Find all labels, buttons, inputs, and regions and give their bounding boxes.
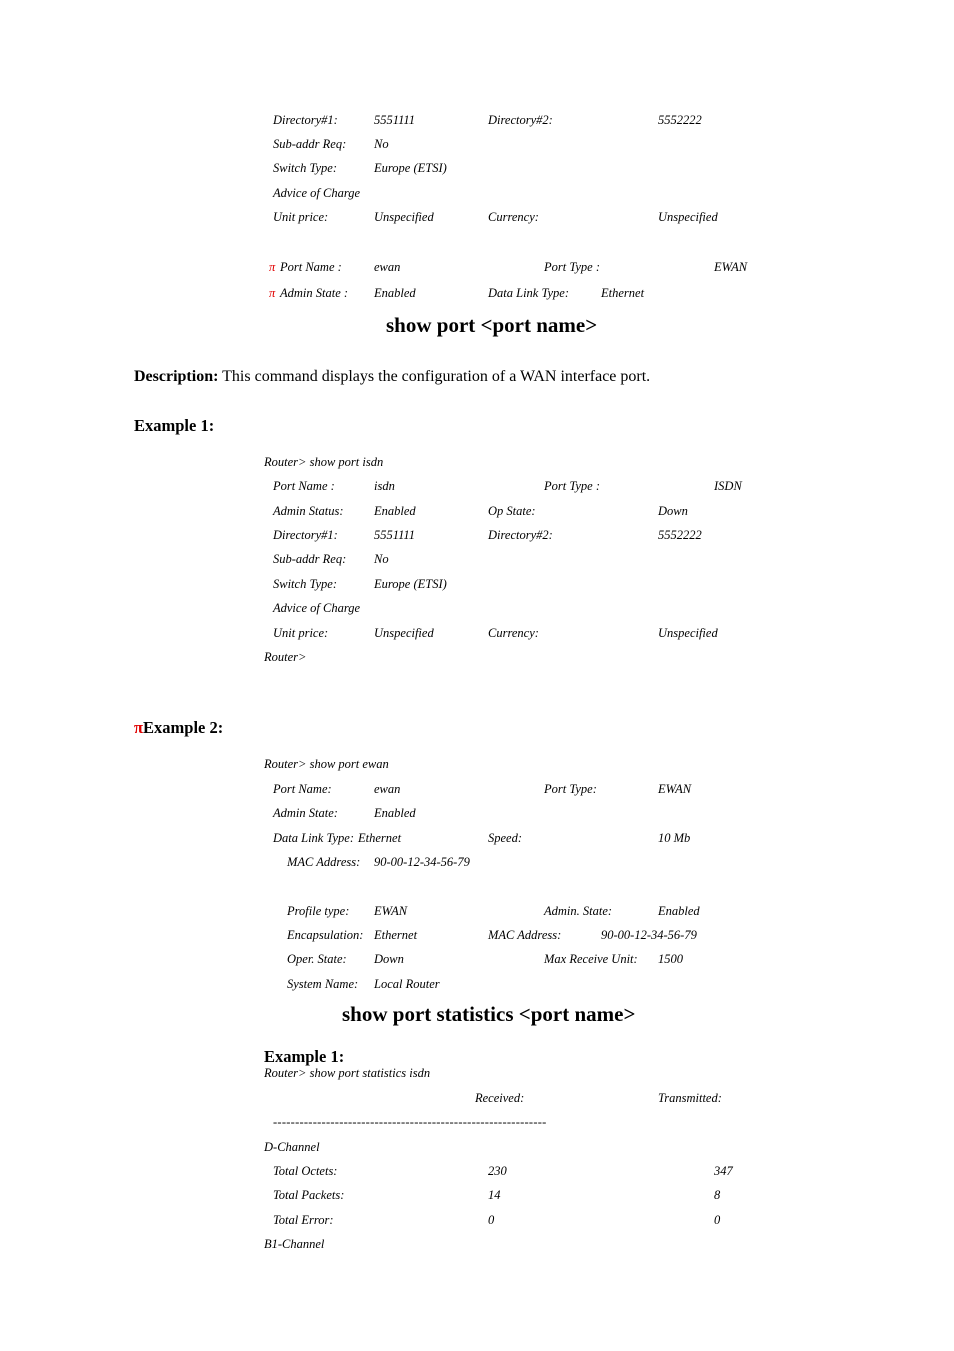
port-name-value: ewan bbox=[374, 782, 401, 796]
total-packets-transmitted: 8 bbox=[714, 1188, 721, 1202]
total-error-transmitted: 0 bbox=[714, 1213, 721, 1227]
separator-rule: -------------------------------------------------------------- bbox=[273, 1115, 547, 1129]
unit-price-value: Unspecified bbox=[374, 626, 434, 640]
description-text: This command displays the configuration of a WAN interface port. bbox=[218, 368, 651, 385]
received-header: Received: bbox=[475, 1091, 525, 1105]
total-packets-received: 14 bbox=[488, 1188, 501, 1202]
total-octets-label: Total Octets: bbox=[273, 1164, 338, 1178]
switch-value: Europe (ETSI) bbox=[374, 161, 447, 175]
port-name-value: ewan bbox=[374, 260, 401, 274]
dir2-value: 5552222 bbox=[658, 528, 702, 542]
total-octets-received: 230 bbox=[488, 1164, 507, 1178]
admin-state-label: Admin State : bbox=[280, 286, 349, 300]
total-packets-label: Total Packets: bbox=[273, 1188, 345, 1202]
description-paragraph bbox=[134, 369, 650, 385]
subaddr-value: No bbox=[374, 137, 389, 151]
pi-marker: π bbox=[269, 260, 276, 274]
currency-value: Unspecified bbox=[658, 210, 718, 224]
mac-address-label: MAC Address: bbox=[488, 928, 562, 942]
admin-state-label: Admin State: bbox=[273, 806, 338, 820]
example1-heading: Example 1: bbox=[264, 1047, 345, 1066]
mac-address-label: MAC Address: bbox=[287, 855, 361, 869]
dir1-value: 5551111 bbox=[374, 528, 415, 542]
unit-price-value: Unspecified bbox=[374, 210, 434, 224]
port-type-value: EWAN bbox=[714, 260, 748, 274]
advice-of-charge: Advice of Charge bbox=[273, 601, 361, 615]
subaddr-value: No bbox=[374, 552, 389, 566]
pi-marker: π bbox=[134, 718, 144, 737]
example1-heading: Example 1: bbox=[134, 416, 215, 435]
dir1-label: Directory#1: bbox=[273, 113, 338, 127]
subaddr-label: Sub-addr Req: bbox=[273, 137, 347, 151]
max-receive-unit-value: 1500 bbox=[658, 952, 683, 966]
currency-label: Currency: bbox=[488, 626, 539, 640]
section-heading-show-port-statistics: show port statistics <port name> bbox=[342, 1002, 636, 1026]
b1-channel-label: B1-Channel bbox=[264, 1237, 325, 1251]
system-name-value: Local Router bbox=[374, 977, 440, 991]
port-type-label: Port Type: bbox=[544, 782, 597, 796]
profile-type-label: Profile type: bbox=[287, 904, 350, 918]
command-line: Router> show port statistics isdn bbox=[264, 1066, 431, 1080]
port-type-value: ISDN bbox=[714, 479, 742, 493]
port-name-label: Port Name : bbox=[273, 479, 335, 493]
system-name-label: System Name: bbox=[287, 977, 359, 991]
currency-value: Unspecified bbox=[658, 626, 718, 640]
advice-of-charge: Advice of Charge bbox=[273, 186, 361, 200]
data-link-type-value: Ethernet bbox=[358, 831, 402, 845]
encapsulation-value: Ethernet bbox=[374, 928, 418, 942]
data-link-type-label: Data Link Type: bbox=[488, 286, 570, 300]
port-name-value: isdn bbox=[374, 479, 395, 493]
switch-value: Europe (ETSI) bbox=[374, 577, 447, 591]
speed-label: Speed: bbox=[488, 831, 523, 845]
oper-state-value: Down bbox=[374, 952, 404, 966]
unit-price-label: Unit price: bbox=[273, 626, 329, 640]
d-channel-label: D-Channel bbox=[264, 1140, 320, 1154]
total-error-label: Total Error: bbox=[273, 1213, 334, 1227]
admin-status-label: Admin Status: bbox=[273, 504, 344, 518]
unit-price-label: Unit price: bbox=[273, 210, 329, 224]
dir1-label: Directory#1: bbox=[273, 528, 338, 542]
op-state-value: Down bbox=[658, 504, 688, 518]
dir1-value: 5551111 bbox=[374, 113, 415, 127]
example2-label: Example 2: bbox=[143, 718, 224, 737]
port-name-label: Port Name: bbox=[273, 782, 332, 796]
mac-address-value: 90-00-12-34-56-79 bbox=[601, 928, 697, 942]
port-type-label: Port Type : bbox=[544, 260, 601, 274]
admin-state-label: Admin. State: bbox=[544, 904, 613, 918]
total-error-received: 0 bbox=[488, 1213, 495, 1227]
section-heading-show-port: show port <port name> bbox=[386, 313, 598, 337]
profile-type-value: EWAN bbox=[374, 904, 408, 918]
data-link-type-value: Ethernet bbox=[601, 286, 645, 300]
admin-state-value: Enabled bbox=[658, 904, 700, 918]
port-name-label: Port Name : bbox=[280, 260, 342, 274]
admin-status-value: Enabled bbox=[374, 504, 416, 518]
currency-label: Currency: bbox=[488, 210, 539, 224]
port-type-label: Port Type : bbox=[544, 479, 601, 493]
pi-marker: π bbox=[269, 286, 276, 300]
command-line: Router> show port isdn bbox=[264, 455, 384, 469]
description-label: Description: bbox=[134, 368, 219, 385]
encapsulation-label: Encapsulation: bbox=[287, 928, 364, 942]
router-prompt: Router> bbox=[264, 650, 307, 664]
op-state-label: Op State: bbox=[488, 504, 536, 518]
transmitted-header: Transmitted: bbox=[658, 1091, 722, 1105]
switch-label: Switch Type: bbox=[273, 577, 337, 591]
port-type-value: EWAN bbox=[658, 782, 692, 796]
admin-state-value: Enabled bbox=[374, 286, 416, 300]
mac-address-value: 90-00-12-34-56-79 bbox=[374, 855, 470, 869]
speed-value: 10 Mb bbox=[658, 831, 691, 845]
data-link-type-label: Data Link Type: bbox=[273, 831, 355, 845]
dir2-value: 5552222 bbox=[658, 113, 702, 127]
oper-state-label: Oper. State: bbox=[287, 952, 347, 966]
max-receive-unit-label: Max Receive Unit: bbox=[544, 952, 638, 966]
dir2-label: Directory#2: bbox=[488, 528, 553, 542]
subaddr-label: Sub-addr Req: bbox=[273, 552, 347, 566]
total-octets-transmitted: 347 bbox=[714, 1164, 733, 1178]
command-line: Router> show port ewan bbox=[264, 757, 389, 771]
dir2-label: Directory#2: bbox=[488, 113, 553, 127]
example2-heading bbox=[134, 720, 223, 737]
switch-label: Switch Type: bbox=[273, 161, 337, 175]
admin-state-value: Enabled bbox=[374, 806, 416, 820]
